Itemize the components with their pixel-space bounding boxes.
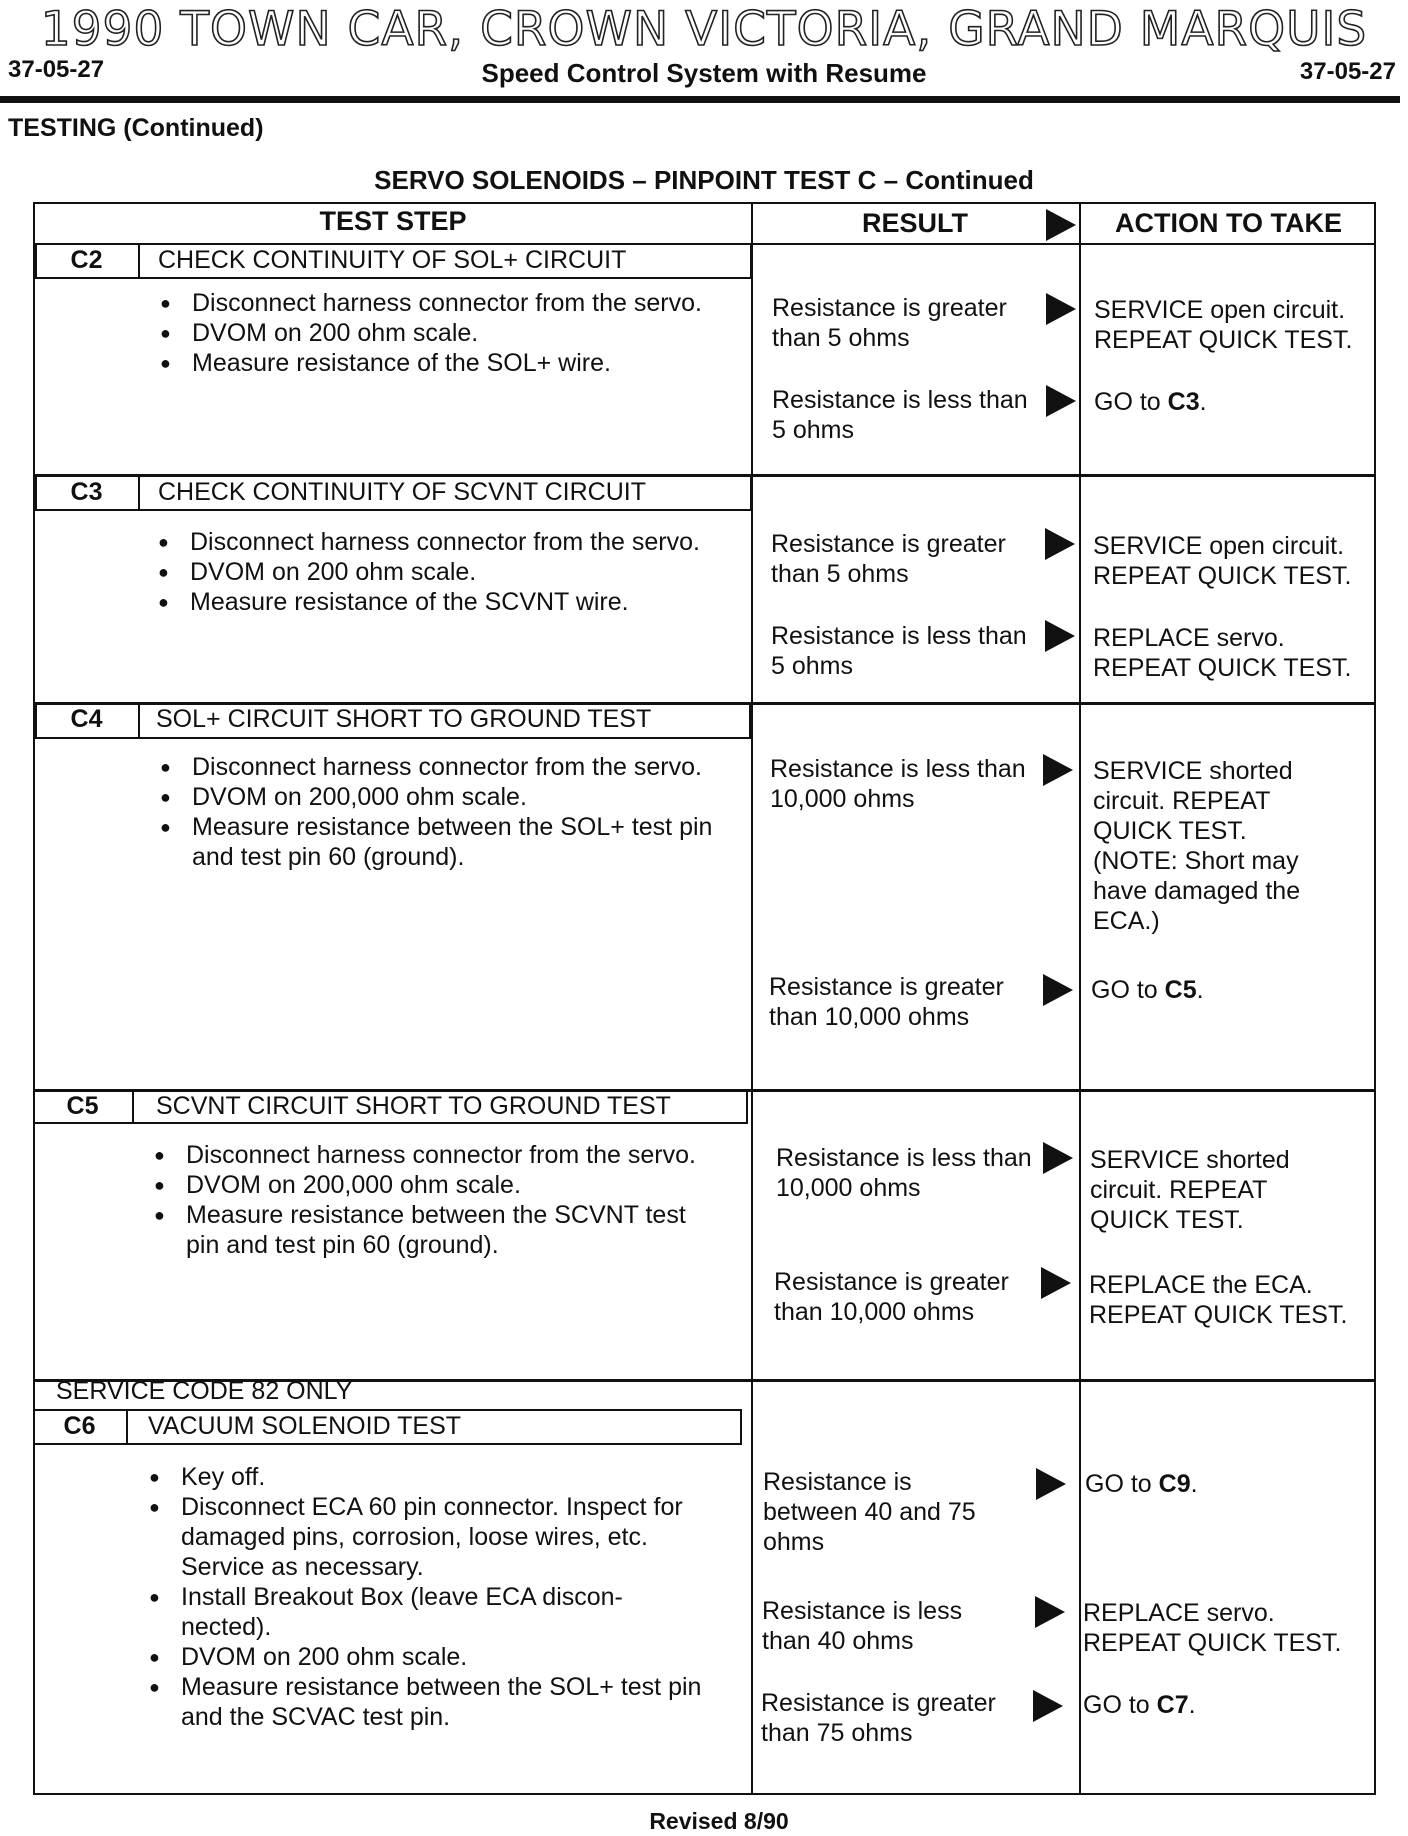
instruction-item: ● DVOM on 200 ohm scale. bbox=[154, 557, 714, 587]
action-text: GO to C7. bbox=[1083, 1691, 1196, 1719]
step-instructions bbox=[150, 1140, 710, 1260]
action-text: GO to C9. bbox=[1085, 1470, 1198, 1498]
revision-footer: Revised 8/90 bbox=[649, 1808, 789, 1834]
instruction-item: ● Disconnect harness connector from the servo. bbox=[156, 752, 716, 782]
right-arrow-icon bbox=[1046, 209, 1076, 241]
instruction-item: ● Disconnect ECA 60 pin connector. Inspect for damaged pins, corrosion, loose wires, etc. Service as necessary. bbox=[145, 1492, 705, 1582]
column-divider-result bbox=[751, 202, 753, 1795]
step-instructions bbox=[145, 1462, 705, 1732]
result-text: Resistance is less than 10,000 ohms bbox=[776, 1144, 1032, 1202]
column-header-action: ACTION TO TAKE bbox=[1115, 208, 1342, 238]
step-instructions bbox=[156, 288, 716, 378]
result-text: Resistance is less than 5 ohms bbox=[771, 622, 1027, 680]
step-id-divider bbox=[126, 1409, 128, 1445]
action-text: REPLACE servo. REPEAT QUICK TEST. bbox=[1083, 1599, 1342, 1657]
action-text: SERVICE shorted circuit. REPEAT QUICK TEST. (NOTE: Short may have damaged the ECA.) bbox=[1093, 757, 1301, 935]
step-id: C6 bbox=[63, 1412, 96, 1440]
instruction-item: ● DVOM on 200,000 ohm scale. bbox=[150, 1170, 710, 1200]
result-text: Resistance is greater than 75 ohms bbox=[761, 1689, 996, 1747]
instruction-item: ● Key off. bbox=[145, 1462, 705, 1492]
instruction-item: ● DVOM on 200,000 ohm scale. bbox=[156, 782, 716, 812]
result-text: Resistance is greater than 5 ohms bbox=[772, 294, 1007, 352]
column-divider-action bbox=[1079, 202, 1081, 1795]
step-id-divider bbox=[132, 1090, 134, 1124]
action-text: SERVICE open circuit. REPEAT QUICK TEST. bbox=[1094, 296, 1353, 354]
instruction-item: ● Disconnect harness connector from the servo. bbox=[156, 288, 716, 318]
step-title: VACUUM SOLENOID TEST bbox=[148, 1412, 462, 1440]
section-title: TESTING (Continued) bbox=[8, 114, 264, 142]
action-text: GO to C3. bbox=[1094, 388, 1207, 416]
instruction-item: ● Measure resistance of the SOL+ wire. bbox=[156, 348, 716, 378]
right-arrow-icon bbox=[1041, 1267, 1071, 1299]
right-arrow-icon bbox=[1043, 1142, 1073, 1174]
action-text: SERVICE open circuit. REPEAT QUICK TEST. bbox=[1093, 532, 1352, 590]
right-arrow-icon bbox=[1043, 974, 1073, 1006]
header-rule bbox=[0, 96, 1400, 103]
right-arrow-icon bbox=[1045, 620, 1075, 652]
service-code-note: SERVICE CODE 82 ONLY bbox=[56, 1377, 353, 1405]
manual-banner-title: 1990 TOWN CAR, CROWN VICTORIA, GRAND MARQUIS bbox=[40, 2, 1368, 57]
instruction-item: ● Measure resistance of the SCVNT wire. bbox=[154, 587, 714, 617]
result-text: Resistance is less than 40 ohms bbox=[762, 1597, 963, 1655]
column-header-test-step: TEST STEP bbox=[319, 206, 467, 236]
step-id-divider bbox=[138, 243, 140, 279]
result-text: Resistance is greater than 10,000 ohms bbox=[769, 973, 1004, 1031]
right-arrow-icon bbox=[1046, 385, 1076, 417]
result-text: Resistance is less than 10,000 ohms bbox=[770, 755, 1026, 813]
action-text: REPLACE servo. REPEAT QUICK TEST. bbox=[1093, 624, 1352, 682]
page-subtitle: Speed Control System with Resume bbox=[481, 58, 927, 88]
step-id-divider bbox=[138, 703, 140, 739]
step-title: CHECK CONTINUITY OF SOL+ CIRCUIT bbox=[158, 246, 627, 274]
step-title: SCVNT CIRCUIT SHORT TO GROUND TEST bbox=[156, 1092, 671, 1120]
right-arrow-icon bbox=[1045, 528, 1075, 560]
step-id: C5 bbox=[66, 1092, 99, 1120]
result-text: Resistance is less than 5 ohms bbox=[772, 386, 1028, 444]
action-text: SERVICE shorted circuit. REPEAT QUICK TEST. bbox=[1090, 1146, 1290, 1234]
right-arrow-icon bbox=[1046, 293, 1076, 325]
action-text: REPLACE the ECA. REPEAT QUICK TEST. bbox=[1089, 1271, 1348, 1329]
instruction-item: ● Measure resistance between the SOL+ test pin and the SCVAC test pin. bbox=[145, 1672, 705, 1732]
result-text: Resistance is greater than 10,000 ohms bbox=[774, 1268, 1009, 1326]
right-arrow-icon bbox=[1035, 1596, 1065, 1628]
section-code-right: 37-05-27 bbox=[1299, 58, 1396, 85]
step-instructions bbox=[154, 527, 714, 617]
instruction-item: ● DVOM on 200 ohm scale. bbox=[156, 318, 716, 348]
instruction-item: ● Measure resistance between the SOL+ test pin and test pin 60 (ground). bbox=[156, 812, 716, 872]
step-id: C3 bbox=[70, 478, 103, 506]
result-text: Resistance is between 40 and 75 ohms bbox=[763, 1468, 976, 1556]
instruction-item: ● Disconnect harness connector from the servo. bbox=[154, 527, 714, 557]
instruction-item: ● Disconnect harness connector from the servo. bbox=[150, 1140, 710, 1170]
instruction-item: ● Install Breakout Box (leave ECA discon-nected). bbox=[145, 1582, 705, 1642]
instruction-item: ● Measure resistance between the SCVNT test pin and test pin 60 (ground). bbox=[150, 1200, 710, 1260]
step-instructions bbox=[156, 752, 716, 872]
right-arrow-icon bbox=[1043, 754, 1073, 786]
right-arrow-icon bbox=[1033, 1690, 1063, 1722]
result-text: Resistance is greater than 5 ohms bbox=[771, 530, 1006, 588]
instruction-item: ● DVOM on 200 ohm scale. bbox=[145, 1642, 705, 1672]
column-header-result: RESULT bbox=[862, 208, 968, 238]
step-id: C2 bbox=[70, 246, 103, 274]
action-text: GO to C5. bbox=[1091, 976, 1204, 1004]
section-code-left: 37-05-27 bbox=[8, 56, 105, 83]
step-title: CHECK CONTINUITY OF SCVNT CIRCUIT bbox=[158, 478, 646, 506]
table-title: SERVO SOLENOIDS – PINPOINT TEST C – Continued bbox=[374, 165, 1034, 195]
right-arrow-icon bbox=[1036, 1468, 1066, 1500]
step-id-divider bbox=[138, 475, 140, 511]
step-id: C4 bbox=[70, 705, 103, 733]
step-title: SOL+ CIRCUIT SHORT TO GROUND TEST bbox=[156, 705, 652, 733]
